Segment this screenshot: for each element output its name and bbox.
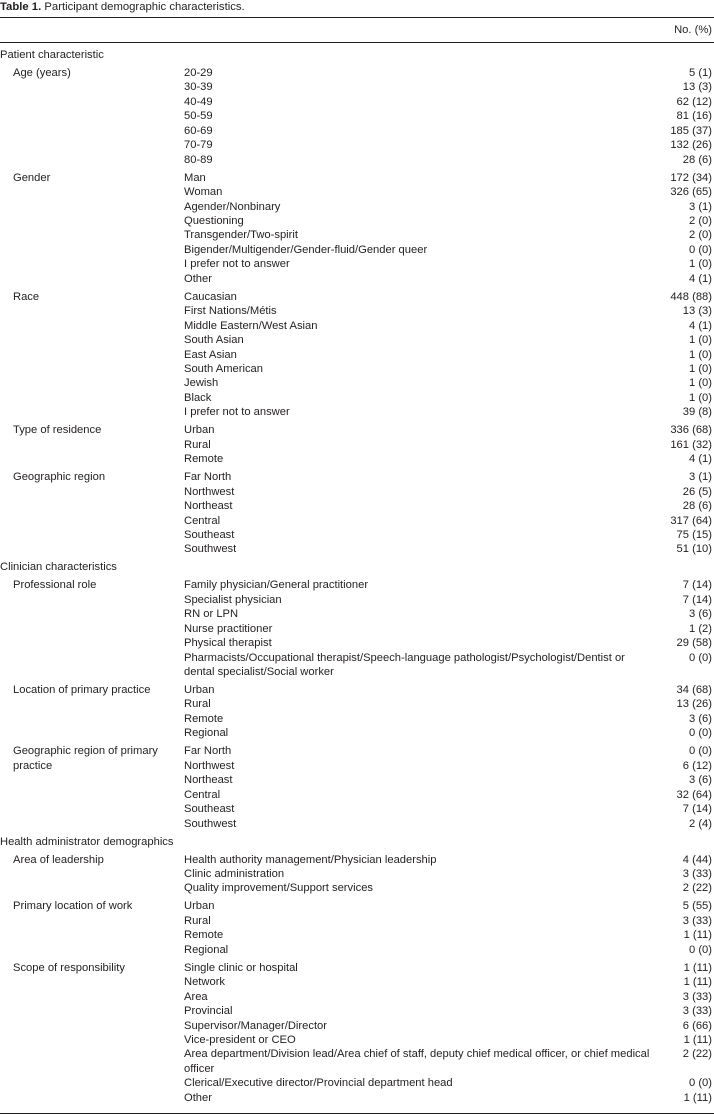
table-row xyxy=(0,171,714,185)
row-label: 40-49 xyxy=(184,95,213,108)
table-row xyxy=(0,228,714,242)
table-row xyxy=(0,759,714,773)
category-label: Scope of responsibility xyxy=(13,961,125,974)
row-value: 2 (0) xyxy=(688,229,712,242)
table-row xyxy=(0,290,714,304)
row-value: 32 (64) xyxy=(676,788,712,801)
row-label: Caucasian xyxy=(184,290,237,303)
row-value: 3 (1) xyxy=(688,471,712,484)
table-row xyxy=(0,1019,714,1033)
row-label: Central xyxy=(184,788,221,801)
row-value: 5 (55) xyxy=(682,900,712,913)
row-value: 2 (4) xyxy=(688,817,712,830)
column-header-count: No. (%) xyxy=(674,24,712,36)
table-row xyxy=(0,961,714,975)
row-value: 3 (33) xyxy=(682,914,712,927)
row-value: 132 (26) xyxy=(670,139,712,152)
table-row xyxy=(0,928,714,942)
table-caption-text: Participant demographic characteristics. xyxy=(44,1,245,13)
row-label: Rural xyxy=(184,698,211,711)
row-label: Southeast xyxy=(184,529,235,541)
row-value: 13 (3) xyxy=(682,81,712,94)
row-label: Pharmacists/Occupational therapist/Speech-language pathologist/Psychologist/Dentist or dental specialist/Social worker xyxy=(184,651,625,679)
row-value: 29 (58) xyxy=(676,637,712,650)
table-row xyxy=(0,514,714,528)
table-row xyxy=(0,528,714,542)
table-row xyxy=(0,881,714,895)
row-label: 60-69 xyxy=(184,124,213,137)
row-label: Remote xyxy=(184,712,224,725)
row-value: 3 (33) xyxy=(682,867,712,880)
row-value: 1 (11) xyxy=(683,929,712,942)
row-label: Remote xyxy=(184,453,224,466)
table-row xyxy=(0,636,714,650)
row-label: 20-29 xyxy=(184,66,213,79)
row-label: Urban xyxy=(184,900,215,913)
row-label: Northwest xyxy=(184,759,235,772)
table-row xyxy=(0,975,714,989)
table-row xyxy=(0,1091,714,1105)
row-value: 1 (0) xyxy=(688,334,712,347)
row-label: Nurse practitioner xyxy=(184,622,273,635)
row-label: Clinic administration xyxy=(184,867,285,880)
table-row xyxy=(0,899,714,913)
table-row xyxy=(0,914,714,928)
row-value: 448 (88) xyxy=(670,290,712,303)
row-label: Man xyxy=(184,171,206,184)
table-row xyxy=(0,257,714,271)
bottom-rule xyxy=(0,1113,714,1114)
row-label: Jewish xyxy=(184,377,219,390)
row-value: 4 (1) xyxy=(688,453,712,466)
row-label: Southwest xyxy=(184,543,237,556)
row-value: 0 (0) xyxy=(688,943,712,956)
table-row xyxy=(0,319,714,333)
table-row xyxy=(0,438,714,452)
row-label: Northwest xyxy=(184,485,235,498)
category-label: Location of primary practice xyxy=(13,684,151,697)
table-row xyxy=(0,726,714,740)
row-label: Area xyxy=(184,990,208,1003)
table-row xyxy=(0,485,714,499)
table-row xyxy=(0,697,714,711)
category-label: Gender xyxy=(13,171,51,184)
row-value: 185 (37) xyxy=(670,124,712,137)
row-value: 4 (44) xyxy=(682,853,712,866)
table-row xyxy=(0,391,714,405)
row-value: 3 (6) xyxy=(688,608,712,621)
row-label: RN or LPN xyxy=(184,608,239,621)
table-row xyxy=(0,362,714,376)
table-row xyxy=(0,185,714,199)
top-rule xyxy=(0,17,714,18)
row-label: Bigender/Multigender/Gender-fluid/Gender queer xyxy=(184,243,428,256)
row-value: 28 (6) xyxy=(682,500,712,513)
row-value: 75 (15) xyxy=(676,529,712,541)
row-label: Family physician/General practitioner xyxy=(184,579,369,592)
row-label: Agender/Nonbinary xyxy=(184,200,281,213)
row-label: Physical therapist xyxy=(184,637,272,650)
row-value: 4 (1) xyxy=(688,272,712,285)
table-row xyxy=(0,788,714,802)
row-label: Area department/Division lead/Area chief of staff, deputy chief medical officer, or chief medical officer xyxy=(184,1048,650,1075)
row-value: 7 (14) xyxy=(682,803,712,816)
row-label: Urban xyxy=(184,684,215,697)
row-value: 13 (3) xyxy=(682,305,712,318)
table-caption xyxy=(0,0,245,14)
row-label: Transgender/Two-spirit xyxy=(184,229,298,242)
category-label: Professional role xyxy=(13,579,97,592)
row-value: 62 (12) xyxy=(676,95,712,108)
row-value: 7 (14) xyxy=(682,593,712,606)
row-label: Rural xyxy=(184,914,211,927)
category-label: Type of residence xyxy=(13,424,102,437)
table-row xyxy=(0,214,714,228)
row-value: 2 (22) xyxy=(682,882,712,895)
table-row xyxy=(0,1004,714,1018)
row-label: Northeast xyxy=(184,774,233,787)
row-label: Questioning xyxy=(184,214,244,227)
row-value: 1 (11) xyxy=(683,976,712,989)
row-label: 30-39 xyxy=(184,81,213,94)
table-row xyxy=(0,80,714,94)
row-label: Other xyxy=(184,1091,212,1104)
table-row xyxy=(0,622,714,636)
row-value: 1 (2) xyxy=(688,622,712,635)
row-value: 3 (33) xyxy=(682,990,712,1003)
row-label: I prefer not to answer xyxy=(184,258,290,271)
category-label: Geographic region of primary practice xyxy=(13,745,158,772)
row-label: Rural xyxy=(184,438,211,451)
row-label: Vice-president or CEO xyxy=(184,1033,296,1046)
table-row xyxy=(0,578,714,592)
table-row xyxy=(0,853,714,867)
row-value: 1 (0) xyxy=(688,258,712,271)
table-row xyxy=(0,376,714,390)
row-value: 34 (68) xyxy=(676,684,712,697)
table-row xyxy=(0,66,714,80)
table-row xyxy=(0,138,714,152)
table-row xyxy=(0,712,714,726)
row-value: 4 (1) xyxy=(688,319,712,332)
row-label: Southeast xyxy=(184,803,235,816)
table-row xyxy=(0,773,714,787)
table-row xyxy=(0,867,714,881)
row-value: 0 (0) xyxy=(688,745,712,758)
row-value: 3 (1) xyxy=(688,200,712,213)
row-label: Central xyxy=(184,514,221,527)
table-row xyxy=(0,817,714,831)
table-row xyxy=(0,593,714,607)
table-row xyxy=(0,452,714,466)
table-row xyxy=(0,200,714,214)
row-label: Southwest xyxy=(184,817,237,830)
table-row xyxy=(0,1076,714,1090)
row-value: 1 (11) xyxy=(683,961,712,974)
table-row xyxy=(0,124,714,138)
row-label: Middle Eastern/West Asian xyxy=(184,319,318,332)
row-label: 70-79 xyxy=(184,139,213,152)
row-label: Provincial xyxy=(184,1005,233,1018)
row-label: East Asian xyxy=(184,348,237,361)
row-label: Northeast xyxy=(184,500,233,513)
table-row xyxy=(0,683,714,697)
table-row xyxy=(0,1047,714,1076)
row-value: 161 (32) xyxy=(670,438,712,451)
row-value: 3 (6) xyxy=(688,774,712,787)
row-label: Supervisor/Manager/Director xyxy=(184,1019,328,1032)
row-value: 1 (0) xyxy=(688,348,712,361)
category-label: Race xyxy=(13,290,40,303)
row-value: 5 (1) xyxy=(688,66,712,79)
row-value: 0 (0) xyxy=(688,243,712,256)
table-caption-label: Table 1. xyxy=(0,1,42,13)
table-row xyxy=(0,95,714,109)
row-value: 317 (64) xyxy=(670,514,712,527)
row-label: South American xyxy=(184,363,263,376)
row-label: Far North xyxy=(184,745,232,758)
table-row xyxy=(0,990,714,1004)
row-value: 0 (0) xyxy=(688,727,712,740)
row-label: Network xyxy=(184,976,226,989)
row-value: 1 (11) xyxy=(683,1033,712,1046)
section-title: Health administrator demographics xyxy=(0,835,174,848)
row-value: 26 (5) xyxy=(682,485,712,498)
section-title: Clinician characteristics xyxy=(0,561,117,574)
row-value: 7 (14) xyxy=(682,579,712,592)
row-label: Quality improvement/Support services xyxy=(184,882,374,895)
row-label: Urban xyxy=(184,424,215,437)
row-label: Clerical/Executive director/Provincial department head xyxy=(184,1077,453,1090)
table-row xyxy=(0,333,714,347)
row-label: First Nations/Métis xyxy=(184,305,277,318)
table-body xyxy=(0,48,714,1105)
table-row xyxy=(0,542,714,556)
category-label: Primary location of work xyxy=(13,900,133,913)
row-value: 2 (22) xyxy=(682,1048,712,1061)
category-label: Area of leadership xyxy=(13,853,104,866)
row-value: 1 (0) xyxy=(688,377,712,390)
row-label: Specialist physician xyxy=(184,593,282,606)
row-label: I prefer not to answer xyxy=(184,406,290,419)
table-row xyxy=(0,607,714,621)
row-value: 3 (6) xyxy=(688,712,712,725)
row-value: 336 (68) xyxy=(670,424,712,437)
table-row xyxy=(0,423,714,437)
row-label: Other xyxy=(184,272,212,285)
row-label: Single clinic or hospital xyxy=(184,961,298,974)
table-row xyxy=(0,243,714,257)
table-row xyxy=(0,109,714,123)
row-value: 39 (8) xyxy=(682,406,712,419)
row-value: 1 (11) xyxy=(683,1091,712,1104)
table-row xyxy=(0,651,714,680)
table-row xyxy=(0,405,714,419)
row-value: 3 (33) xyxy=(682,1005,712,1018)
table-row xyxy=(0,153,714,167)
row-label: Woman xyxy=(184,186,223,199)
row-value: 1 (0) xyxy=(688,363,712,376)
row-label: South Asian xyxy=(184,334,244,347)
table-row xyxy=(0,348,714,362)
row-value: 0 (0) xyxy=(688,1077,712,1090)
table-row xyxy=(0,499,714,513)
row-value: 13 (26) xyxy=(676,698,712,711)
table-row xyxy=(0,802,714,816)
row-label: 50-59 xyxy=(184,110,213,123)
table-row xyxy=(0,470,714,484)
table-row xyxy=(0,943,714,957)
row-label: Black xyxy=(184,391,212,404)
header-rule xyxy=(0,42,714,43)
row-value: 2 (0) xyxy=(688,214,712,227)
row-label: Health authority management/Physician leadership xyxy=(184,853,437,866)
row-value: 28 (6) xyxy=(682,153,712,166)
row-label: Regional xyxy=(184,727,229,740)
row-value: 6 (66) xyxy=(682,1019,712,1032)
section-title: Patient characteristic xyxy=(0,49,104,61)
row-label: Far North xyxy=(184,471,232,484)
row-label: Remote xyxy=(184,929,224,942)
row-value: 326 (65) xyxy=(670,186,712,199)
category-label: Age (years) xyxy=(13,66,71,79)
category-label: Geographic region xyxy=(13,471,106,484)
table-row xyxy=(0,272,714,286)
row-value: 172 (34) xyxy=(670,171,712,184)
table-row xyxy=(0,1033,714,1047)
row-value: 1 (0) xyxy=(688,391,712,404)
row-value: 51 (10) xyxy=(676,543,712,556)
row-value: 6 (12) xyxy=(682,759,712,772)
table-row xyxy=(0,304,714,318)
row-value: 81 (16) xyxy=(676,110,712,123)
row-label: 80-89 xyxy=(184,153,213,166)
row-value: 0 (0) xyxy=(688,651,712,664)
row-label: Regional xyxy=(184,943,229,956)
